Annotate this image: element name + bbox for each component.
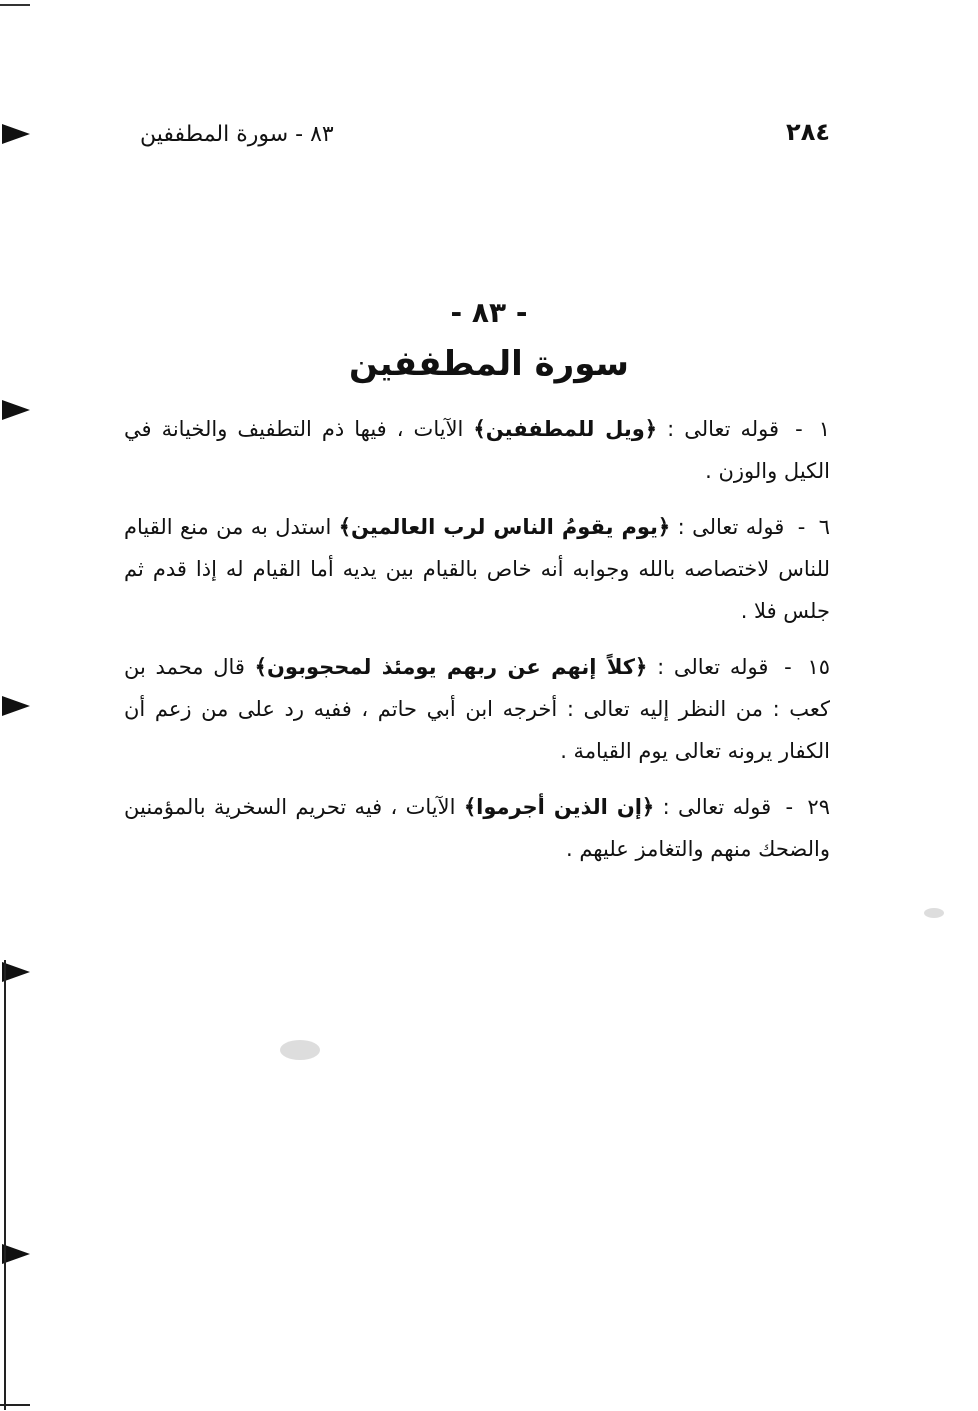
entry-commentary: قال محمد بن كعب : من النظر إليه تعالى : أخرجه ابن أبي حاتم ، ففيه رد على من زعم أن الكفار يرونه تعالى يوم القيامة . <box>124 655 830 763</box>
entry-commentary: استدل به من منع القيام للناس لاختصاصه بالله وجوابه أنه خاص بالقيام بين يديه أما القيام له إذا قدم ثم جلس فلا . <box>124 515 830 623</box>
quoted-verse: ﴿إن الذين أجرموا﴾ <box>463 795 655 819</box>
entry-commentary: الآيات ، فيها ذم التطفيف والخيانة في الكيل والوزن . <box>124 417 830 483</box>
verse-number: ١ <box>818 417 830 441</box>
verse-entry <box>124 646 830 772</box>
scan-smudge <box>280 1040 320 1060</box>
quoted-verse: ﴿كلاً إنهم عن ربهم يومئذ لمحجوبون﴾ <box>254 655 648 679</box>
page-number: ٢٨٤ <box>786 118 830 146</box>
verse-number: ٢٩ <box>807 795 830 819</box>
binding-mark <box>2 962 30 982</box>
separator-dash: - <box>784 655 792 679</box>
binding-mark <box>2 124 30 144</box>
verse-number: ٦ <box>818 515 830 539</box>
running-header <box>140 118 830 158</box>
verse-entry <box>124 506 830 632</box>
separator-dash: - <box>785 795 794 819</box>
scan-smudge <box>924 908 944 918</box>
entry-commentary: الآيات ، فيه تحريم السخرية بالمؤمنين والضحك منهم والتغامز عليهم . <box>124 795 830 861</box>
commentary-body <box>124 408 830 884</box>
running-header-title: ٨٣ - سورة المطففين <box>140 122 334 147</box>
quoted-verse: ﴿ويل للمطففين﴾ <box>473 417 658 441</box>
entry-lead: قوله تعالى : <box>667 417 780 441</box>
entry-lead: قوله تعالى : <box>677 515 785 539</box>
scan-edge-line <box>0 4 30 6</box>
binding-mark <box>2 696 30 716</box>
surah-title: سورة المطففين <box>349 344 629 384</box>
entry-lead: قوله تعالى : <box>657 655 769 679</box>
verse-number: ١٥ <box>807 655 831 679</box>
scan-edge-line <box>4 960 6 1410</box>
separator-dash: - <box>797 515 806 539</box>
separator-dash: - <box>795 417 803 441</box>
verse-entry <box>124 786 830 870</box>
entry-lead: قوله تعالى : <box>662 795 772 819</box>
quoted-verse: ﴿يوم يقومُ الناس لرب العالمين﴾ <box>338 515 671 539</box>
binding-mark <box>2 1244 30 1264</box>
verse-entry <box>124 408 830 492</box>
surah-number: - ٨٣ - <box>450 296 528 329</box>
binding-mark <box>2 400 30 420</box>
scan-edge-line <box>0 1404 30 1406</box>
